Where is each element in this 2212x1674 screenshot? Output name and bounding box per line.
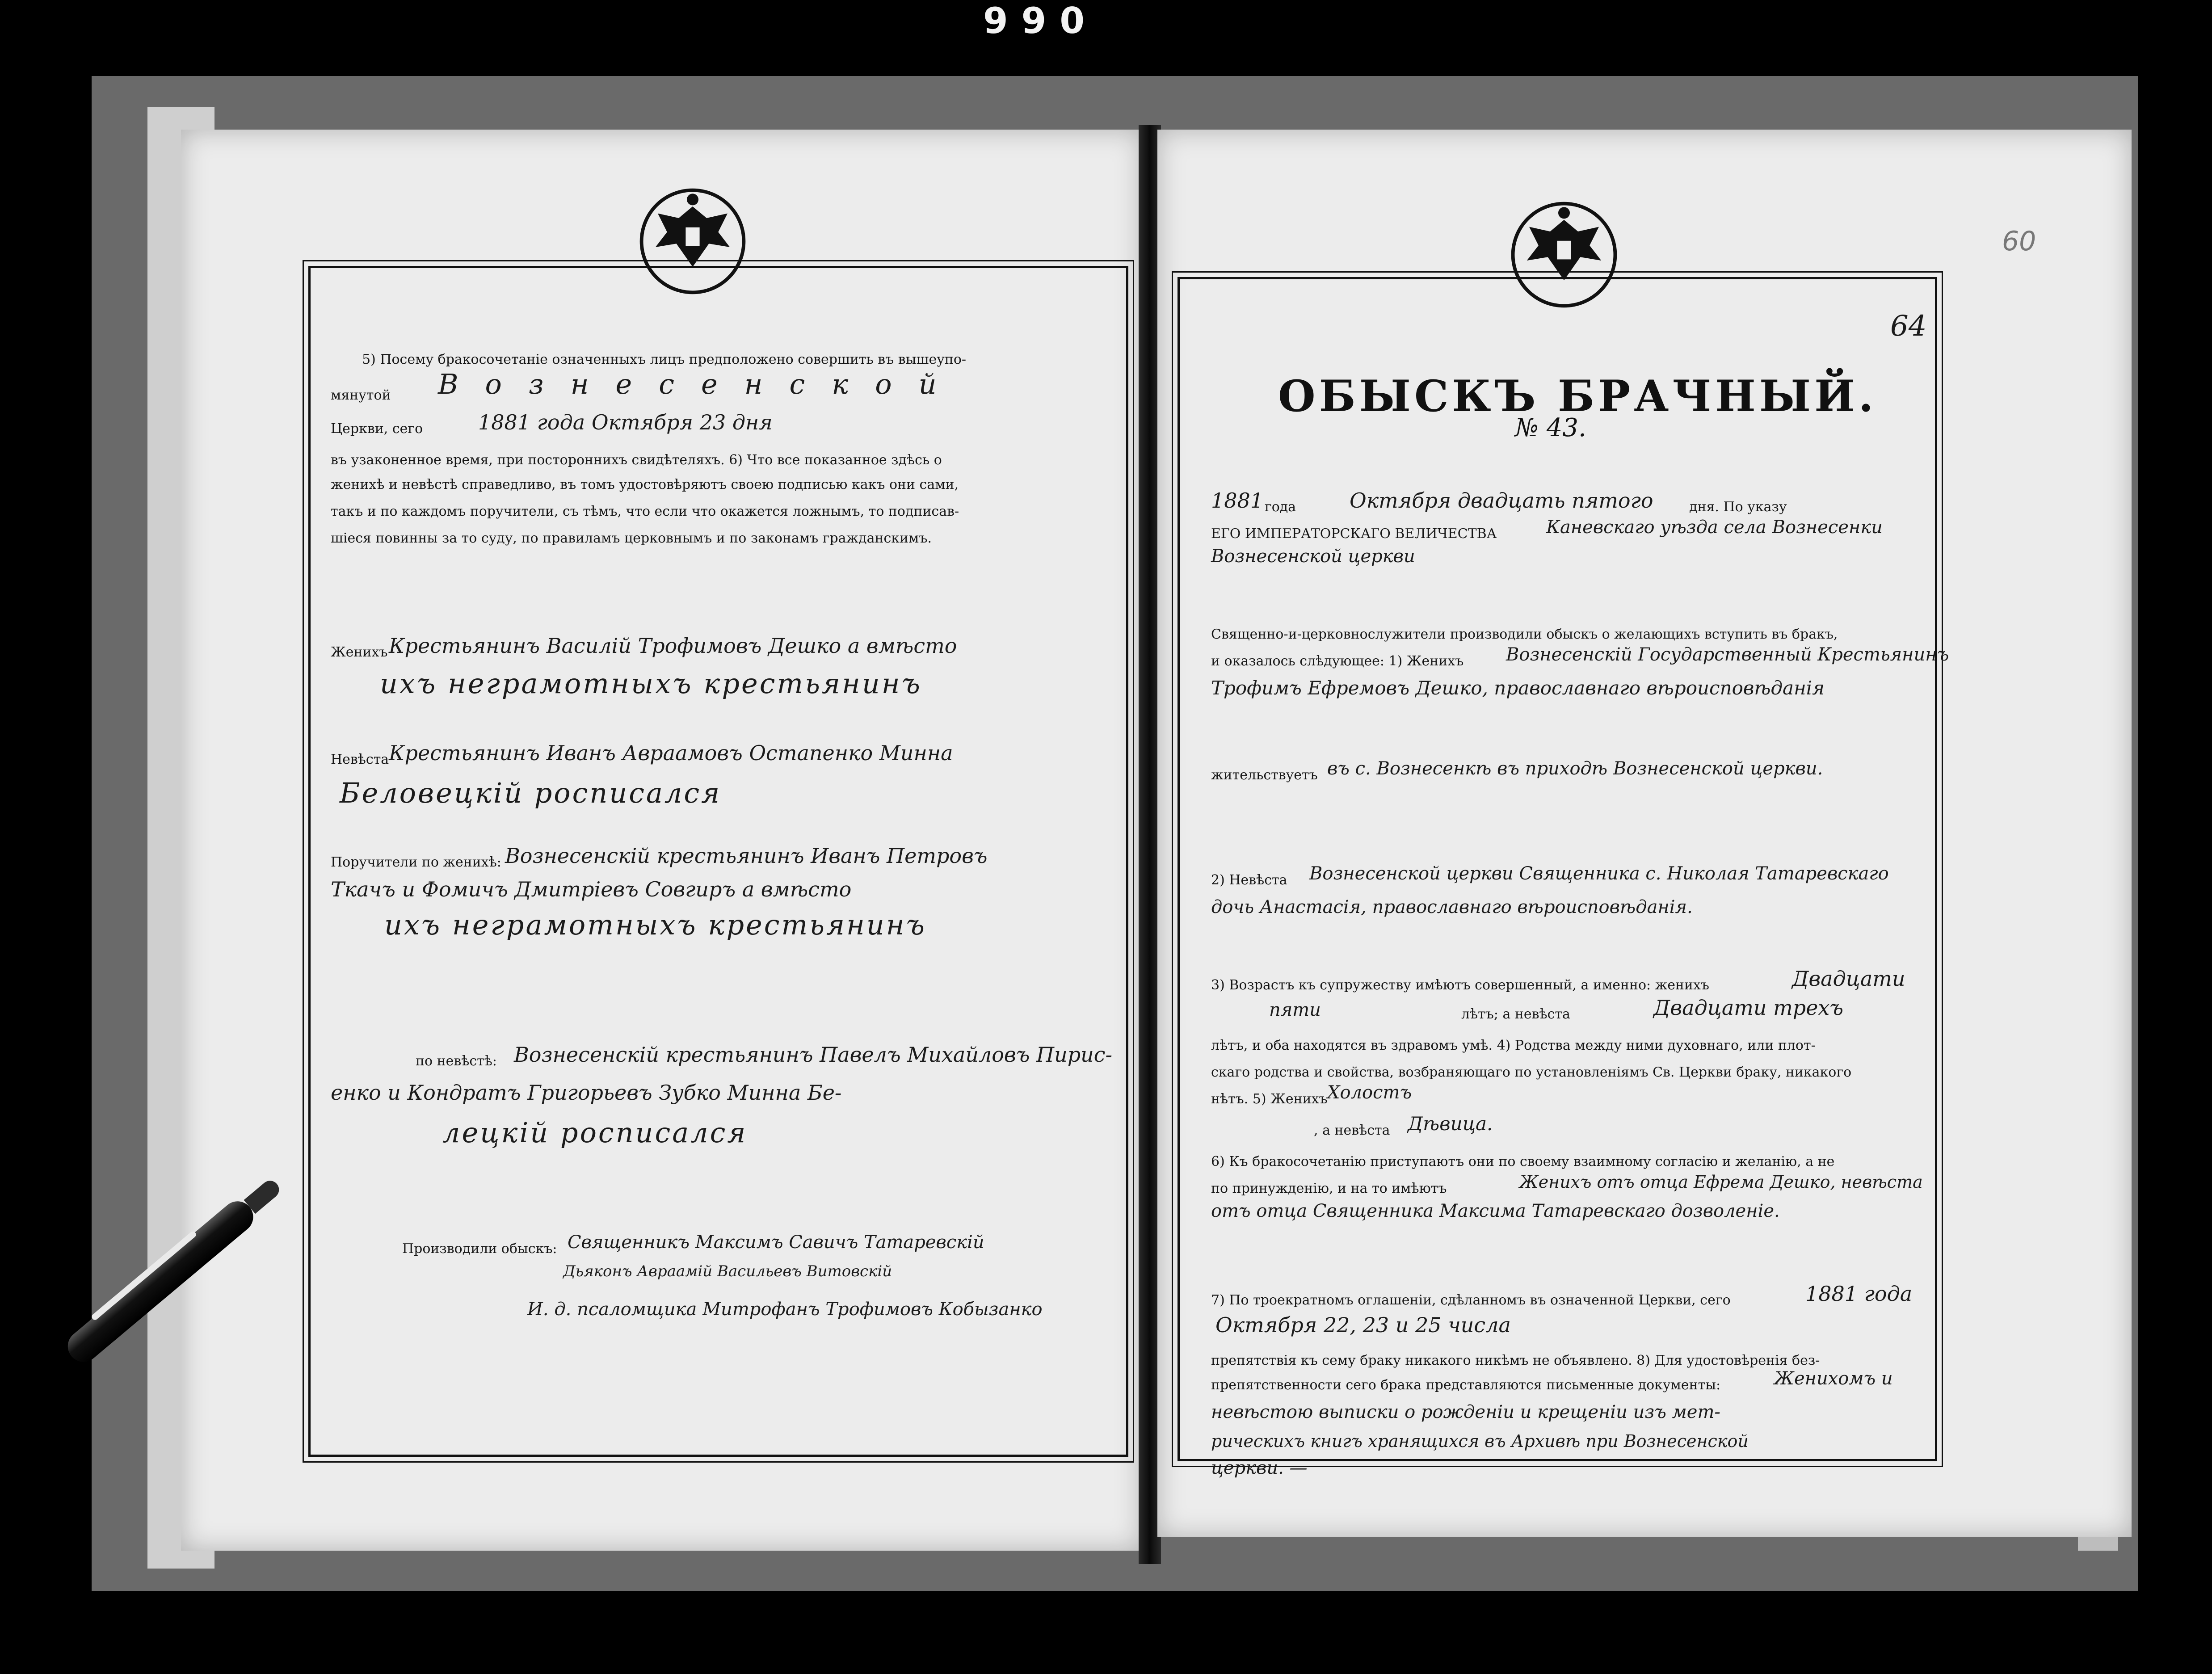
left-wedding-date: 1881 года Октября 23 дня	[478, 410, 773, 434]
age-line5-printed: нѣтъ. 5) Женихъ	[1211, 1091, 1328, 1107]
banns-line3-printed: препятственности сего брака представляются письменные документы:	[1211, 1377, 1721, 1393]
intro-decree-printed: дня. По указу	[1689, 499, 1787, 515]
pencil-folio-number: 60	[2002, 226, 2036, 257]
banns-line2-printed: препятствія къ сему браку никакого никѣмъ не объявлено. 8) Для удостовѣренія без-	[1211, 1353, 1820, 1368]
bride-label: Невѣста	[331, 752, 389, 767]
groom-origin-handwritten: Вознесенскій Государственный Крестьянинъ	[1506, 644, 1949, 665]
left-para5-line4: въ узаконенное время, при постороннихъ свидѣтеляхъ. 6) Что все показанное здѣсь о	[331, 452, 942, 468]
bride-guarantors-line1: Вознесенскій крестьянинъ Павелъ Михайловъ Пирис-	[514, 1043, 1113, 1067]
documents-handwritten-4: церкви. —	[1211, 1458, 1308, 1478]
groom-guarantors-line2: Ткачъ и Фомичъ Дмитріевъ Совгиръ а вмѣсто	[331, 877, 852, 901]
groom-guarantors-label: Поручители по женихѣ:	[331, 854, 501, 870]
clergy-line1: Священно-и-церковнослужители производили обыскъ о желающихъ вступить въ бракъ,	[1211, 627, 1838, 642]
documents-handwritten-2: невѣстою выписки о рожденіи и крещеніи изъ мет-	[1211, 1402, 1720, 1422]
bride-age-handwritten: Двадцати трехъ	[1653, 996, 1844, 1020]
conductor-psalmist-signature: И. д. псаломщика Митрофанъ Трофимовъ Кобызанко	[527, 1299, 1043, 1320]
left-para5-line6: такъ и по каждомъ поручители, съ тѣмъ, что если что окажется ложнымъ, то подписав-	[331, 504, 959, 519]
age-line4-printed: скаго родства и свойства, возбраняющаго по установленіямъ Св. Церкви браку, никакого	[1211, 1064, 1852, 1080]
film-frame-number: 990	[983, 0, 1098, 42]
consent-handwritten-2: отъ отца Священника Максима Татаревскаго дозволеніе.	[1211, 1201, 1780, 1221]
age-line6-printed: , а невѣста	[1314, 1123, 1390, 1138]
banns-year-handwritten: 1881 года	[1805, 1282, 1913, 1306]
groom-signature-line2: ихъ неграмотныхъ крестьянинъ	[380, 667, 922, 700]
intro-date-handwritten: Октября двадцать пятого	[1350, 488, 1653, 513]
bride-status-handwritten: Дѣвица.	[1408, 1113, 1493, 1135]
intro-majesty-printed: ЕГО ИМПЕРАТОРСКАГО ВЕЛИЧЕСТВА	[1211, 526, 1497, 542]
intro-year-printed: года	[1265, 499, 1296, 515]
banns-dates-handwritten: Октября 22, 23 и 25 числа	[1215, 1313, 1511, 1337]
conductor-deacon-signature: Дьяконъ Авраамій Васильевъ Витовскій	[563, 1262, 892, 1280]
left-para5-line5: женихѣ и невѣстѣ справедливо, въ томъ удостовѣряютъ своею подписью какъ они сами,	[331, 477, 959, 492]
bride-guarantors-label: по невѣстѣ:	[416, 1053, 497, 1069]
document-title: ОБЫСКЪ БРАЧНЫЙ.	[1278, 371, 1877, 421]
left-para5-line1: 5) Посему бракосочетаніе означенныхъ лицъ предположено совершить въ вышеупо-	[362, 352, 967, 367]
conductor-priest-signature: Священникъ Максимъ Савичъ Татаревскій	[568, 1232, 984, 1253]
residence-handwritten: въ с. Вознесенкѣ въ приходѣ Вознесенской церкви.	[1327, 758, 1823, 779]
left-para5-line2-printed: мянутой	[331, 387, 391, 403]
groom-status-handwritten: Холостъ	[1327, 1082, 1412, 1103]
residence-printed: жительствуетъ	[1211, 767, 1318, 783]
conductors-label: Производили обыскъ:	[402, 1241, 557, 1257]
bride-guarantors-line2: енко и Кондратъ Григорьевъ Зубко Минна Бе-	[331, 1081, 842, 1105]
intro-year-handwritten: 1881	[1211, 488, 1264, 513]
groom-name-handwritten: Трофимъ Ефремовъ Дешко, православнаго вѣроисповѣданія	[1211, 677, 1825, 699]
groom-age-handwritten-2: пяти	[1269, 1000, 1321, 1020]
age-line1-printed: 3) Возрастъ къ супружеству имѣютъ совершенный, а именно: женихъ	[1211, 977, 1710, 993]
record-number: № 43.	[1515, 413, 1586, 442]
groom-guarantors-line3: ихъ неграмотныхъ крестьянинъ	[384, 909, 926, 941]
bride-printed: 2) Невѣста	[1211, 872, 1287, 888]
bride-signature-line2: Беловецкій росписался	[340, 777, 722, 809]
left-para5-line7: шіеся повинны за то суду, по правиламъ церковнымъ и по законамъ гражданскимъ.	[331, 530, 932, 546]
intro-parish-handwritten: Каневскаго уѣзда села Вознесенки	[1546, 517, 1883, 538]
documents-handwritten-3: рическихъ книгъ хранящихся въ Архивѣ при Вознесенской	[1211, 1431, 1749, 1451]
bride-signature-line1: Крестьянинъ Иванъ Авраамовъ Остапенко Минна	[389, 741, 953, 765]
ink-folio-number: 64	[1890, 310, 1927, 343]
left-church-name: Вознесенской	[438, 368, 963, 400]
age-line3-printed: лѣтъ, и оба находятся въ здравомъ умѣ. 4) Родства между ними духовнаго, или плот-	[1211, 1038, 1816, 1053]
bride-origin-handwritten: Вознесенской церкви Священника с. Николая Татаревскаго	[1309, 863, 1889, 884]
clergy-line2-printed: и оказалось слѣдующее: 1) Женихъ	[1211, 653, 1464, 669]
age-line2-printed: лѣтъ; а невѣста	[1461, 1006, 1570, 1022]
left-para5-line3-printed: Церкви, сего	[331, 421, 423, 437]
consent-line2-printed: по принужденію, и на то имѣютъ	[1211, 1181, 1447, 1196]
bride-name-handwritten: дочь Анастасія, православнаго вѣроисповѣданія.	[1211, 897, 1693, 917]
intro-church-handwritten: Вознесенской церкви	[1211, 546, 1415, 567]
groom-label: Женихъ	[331, 644, 388, 660]
consent-handwritten-1: Женихъ отъ отца Ефрема Дешко, невѣста	[1519, 1172, 1923, 1192]
groom-guarantors-line1: Вознесенскій крестьянинъ Иванъ Петровъ	[505, 844, 988, 868]
groom-age-handwritten-1: Двадцати	[1792, 967, 1905, 991]
consent-line1-printed: 6) Къ бракосочетанію приступаютъ они по своему взаимному согласію и желанію, а не	[1211, 1154, 1835, 1169]
bride-guarantors-line3: лецкій росписался	[442, 1116, 748, 1149]
banns-line1-printed: 7) По троекратномъ оглашеніи, сдѣланномъ въ означенной Церкви, сего	[1211, 1292, 1731, 1308]
documents-handwritten-1: Женихомъ и	[1774, 1368, 1893, 1389]
groom-signature-line1: Крестьянинъ Василій Трофимовъ Дешко а вмѣсто	[389, 634, 957, 658]
